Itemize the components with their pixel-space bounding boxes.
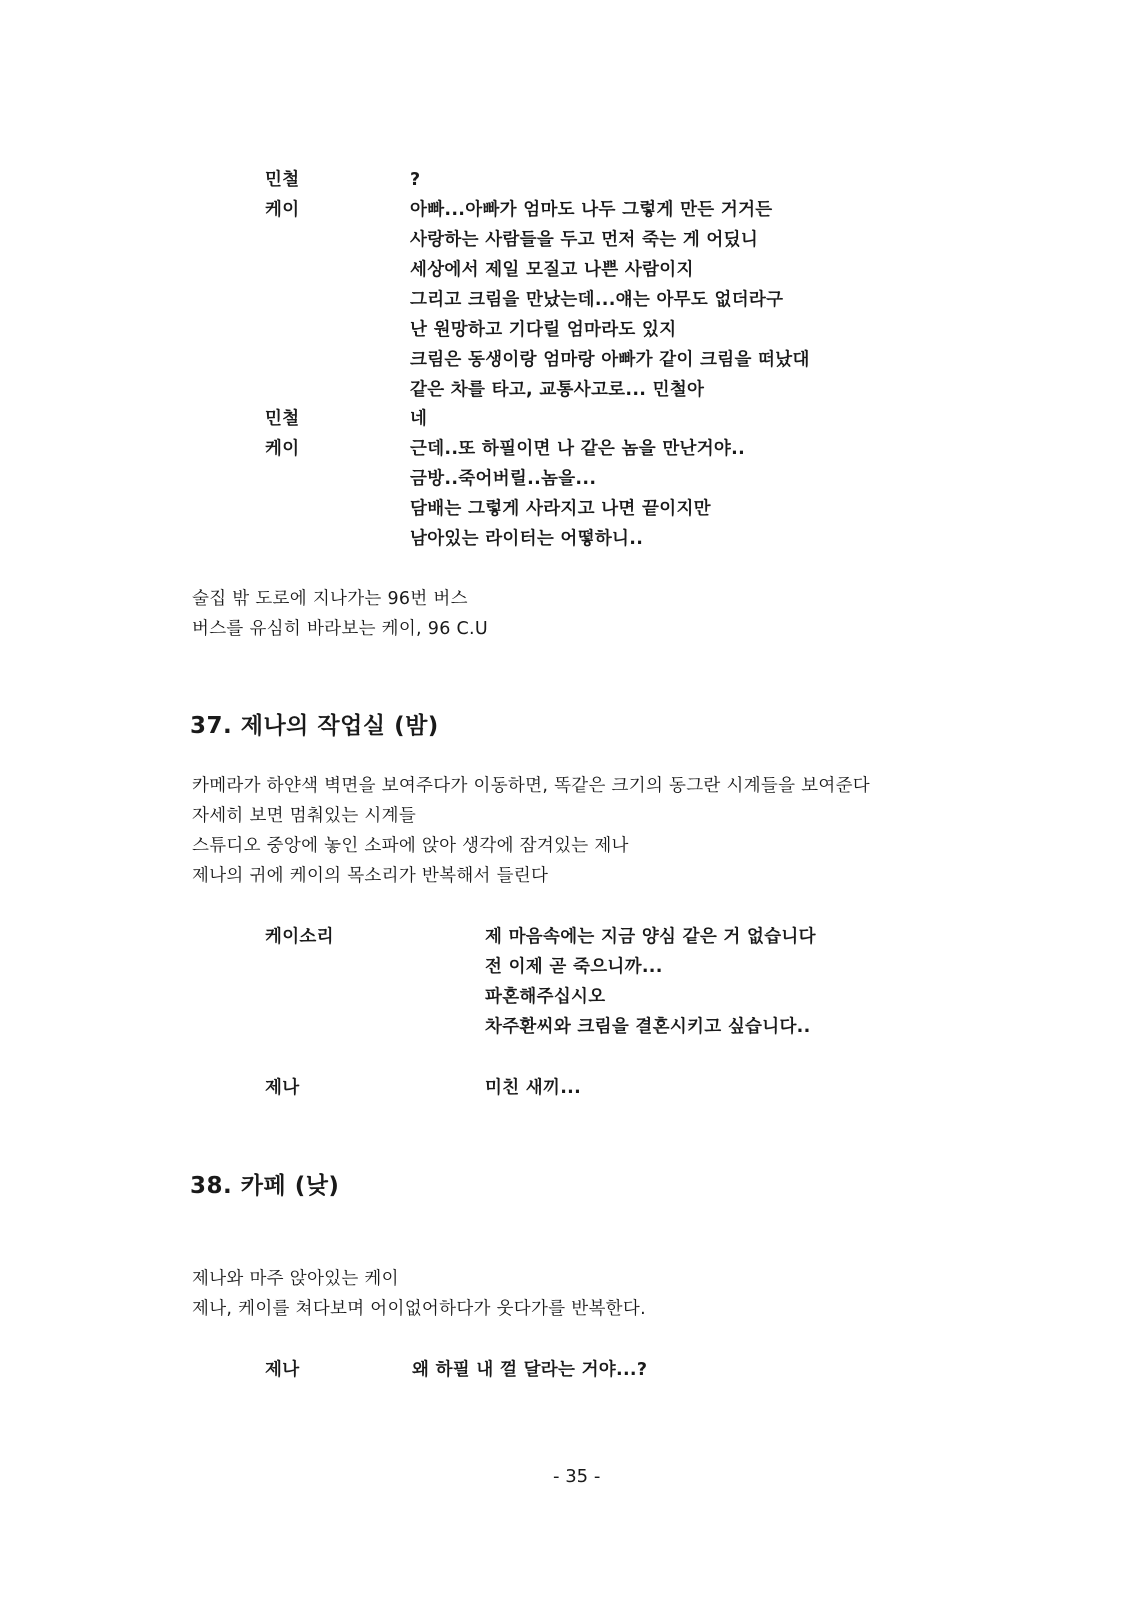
speaker-label: 케이: [265, 200, 300, 220]
dialogue-line: 파혼해주십시오: [485, 987, 606, 1007]
dialogue-line: 제 마음속에는 지금 양심 같은 거 없습니다: [485, 927, 816, 947]
dialogue-line: 차주환씨와 크림을 결혼시키고 싶습니다..: [485, 1017, 811, 1037]
action-line: 스튜디오 중앙에 놓인 소파에 앉아 생각에 잠겨있는 제나: [192, 836, 629, 856]
action-line: 술집 밖 도로에 지나가는 96번 버스: [192, 589, 468, 609]
dialogue-line: 금방..죽어버릴..놈을...: [410, 469, 597, 489]
scene-heading: 38. 카페 (낮): [190, 1173, 340, 1199]
dialogue-line: 왜 하필 내 껄 달라는 거야...?: [412, 1360, 648, 1380]
dialogue-line: 미친 새끼...: [485, 1078, 582, 1098]
dialogue-line: 네: [410, 409, 428, 429]
action-line: 제나의 귀에 케이의 목소리가 반복해서 들린다: [192, 866, 549, 886]
speaker-label: 케이소리: [265, 927, 334, 947]
dialogue-line: 난 원망하고 기다릴 엄마라도 있지: [410, 320, 677, 340]
speaker-label: 민철: [265, 170, 300, 190]
action-line: 자세히 보면 멈춰있는 시계들: [192, 806, 417, 826]
dialogue-line: 아빠...아빠가 엄마도 나두 그렇게 만든 거거든: [410, 200, 773, 220]
page-number: - 35 -: [553, 1466, 601, 1487]
action-line: 카메라가 하얀색 벽면을 보여주다가 이동하면, 똑같은 크기의 동그란 시계들을 보여준다: [192, 776, 871, 796]
dialogue-line: 사랑하는 사람들을 두고 먼저 죽는 게 어딨니: [410, 230, 759, 250]
dialogue-line: 세상에서 제일 모질고 나쁜 사람이지: [410, 260, 694, 280]
action-line: 버스를 유심히 바라보는 케이, 96 C.U: [192, 619, 488, 639]
dialogue-line: 그리고 크림을 만났는데...얘는 아무도 없더라구: [410, 290, 784, 310]
dialogue-line: 같은 차를 타고, 교통사고로... 민철아: [410, 380, 705, 400]
scene-heading: 37. 제나의 작업실 (밤): [190, 713, 439, 739]
speaker-label: 케이: [265, 439, 300, 459]
dialogue-line: 담배는 그렇게 사라지고 나면 끝이지만: [410, 499, 711, 519]
action-line: 제나, 케이를 쳐다보며 어이없어하다가 웃다가를 반복한다.: [192, 1299, 646, 1319]
action-line: 제나와 마주 앉아있는 케이: [192, 1269, 399, 1289]
dialogue-line: 크림은 동생이랑 엄마랑 아빠가 같이 크림을 떠났대: [410, 350, 810, 370]
dialogue-line: 전 이제 곧 죽으니까...: [485, 957, 663, 977]
speaker-label: 제나: [265, 1078, 300, 1098]
dialogue-line: 남아있는 라이터는 어떻하니..: [410, 529, 644, 549]
speaker-label: 제나: [265, 1360, 300, 1380]
dialogue-line: 근데..또 하필이면 나 같은 놈을 만난거야..: [410, 439, 746, 459]
dialogue-line: ?: [410, 170, 421, 190]
speaker-label: 민철: [265, 409, 300, 429]
